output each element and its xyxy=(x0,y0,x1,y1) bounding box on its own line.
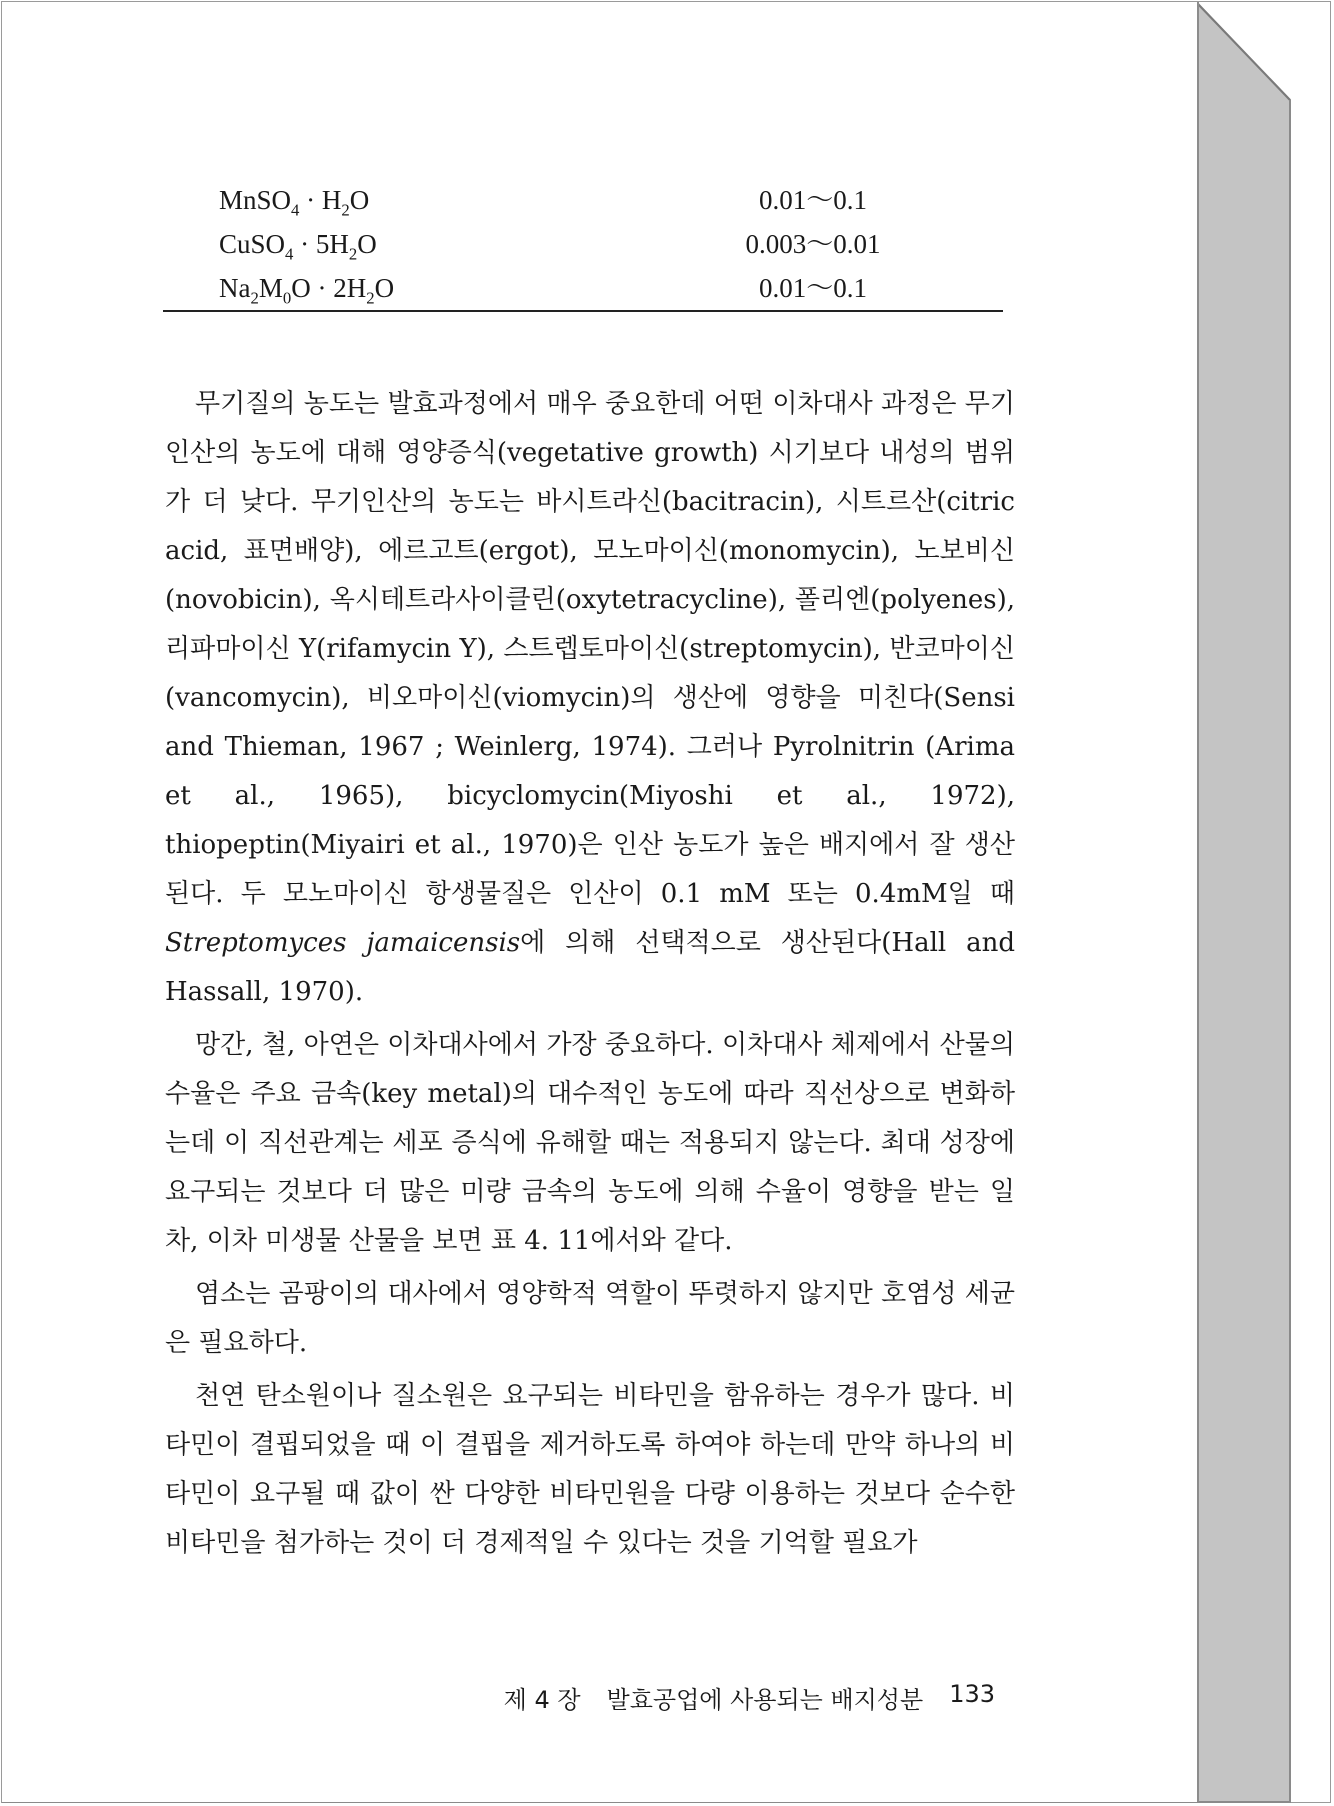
concentration-value: 0.01～0.1 xyxy=(759,185,867,215)
page-number: 133 xyxy=(949,1680,995,1708)
paragraph: 천연 탄소원이나 질소원은 요구되는 비타민을 함유하는 경우가 많다. 비타민이 결핍되었을 때 이 결핍을 제거하도록 하여야 하는데 만약 하나의 비타민이 요구될 때 값이 싼 다양한 비타민원을 다량 이용하는 것보다 순수한 비타민을 첨가하는 것이 더 경제적일 수 있다는 것을 기억할 필요가 xyxy=(165,1381,1015,1558)
paragraph-text: 에 의해 선택적으로 생산된다(Hall and Hassall, 1970). xyxy=(165,928,1015,1007)
chemical-name: MnSO$_4$ · $H_2O$ xyxy=(219,185,370,220)
chapter-label: 제 4 장 xyxy=(503,1686,581,1714)
chapter-title: 발효공업에 사용되는 배지성분 xyxy=(606,1686,924,1714)
species-name: Streptomyces jamaicensis xyxy=(165,928,521,958)
paragraph xyxy=(165,380,1015,1017)
table-bottom-rule xyxy=(163,310,1003,312)
table-row xyxy=(163,222,1003,266)
paragraph: 염소는 곰팡이의 대사에서 영양학적 역할이 뚜렷하지 않지만 호염성 세균은 필요하다. xyxy=(165,1279,1015,1358)
paragraph: 망간, 철, 아연은 이차대사에서 가장 중요하다. 이차대사 체제에서 산물의 수율은 주요 금속(key metal)의 대수적인 농도에 따라 직선상으로 변화하는데 이 직선관계는 세포 증식에 유해할 때는 적용되지 않는다. 최대 성장에 요구되는 것보다 더 많은 미량 금속의 농도에 의해 수율이 영향을 받는 일차, 이차 미생물 산물을 보면 표 4. 11에서와 같다. xyxy=(165,1030,1015,1256)
chemical-name: CuSO$_4$ · $5H_2O$ xyxy=(219,229,377,264)
body-text xyxy=(165,380,1015,1568)
paragraph-text: 무기질의 농도는 발효과정에서 매우 중요한데 어떤 이차대사 과정은 무기인산의 농도에 대해 영양증식(vegetative growth) 시기보다 내성의 범위가 더 낮다. 무기인산의 농도는 바시트라신(bacitracin), 시트르산(citric acid, 표면배양), 에르고트(ergot), 모노마이신(monomycin), 노보비신(novobicin), 옥시테트라사이클린(oxytetracycline), 폴리엔(polyenes), 리파마이신 Y(rifamycin Y), 스트렙토마이신(streptomycin), 반코마이신(vancomycin), 비오마이신(viomycin)의 생산에 영향을 미친다(Sensi and Thieman, 1967 ; Weinlerg, 1974). 그러나 Pyrolnitrin (Arima et al., 1965), bicyclomycin(Miyoshi et al., 1972), thiopeptin(Miyairi et al., 1970)은 인산 농도가 높은 배지에서 잘 생산된다. 두 모노마이신 항생물질은 인산이 0.1 mM 또는 0.4mM일 때 xyxy=(165,389,1015,909)
chemical-name: $Na_2M_0O \cdot 2H_2O$ xyxy=(219,273,395,308)
table-row xyxy=(163,178,1003,222)
concentration-value: 0.01～0.1 xyxy=(759,273,867,303)
running-footer xyxy=(420,1680,995,1715)
table-row xyxy=(163,266,1003,310)
concentration-value: 0.003～0.01 xyxy=(745,229,881,259)
trace-metal-table xyxy=(163,178,1003,310)
